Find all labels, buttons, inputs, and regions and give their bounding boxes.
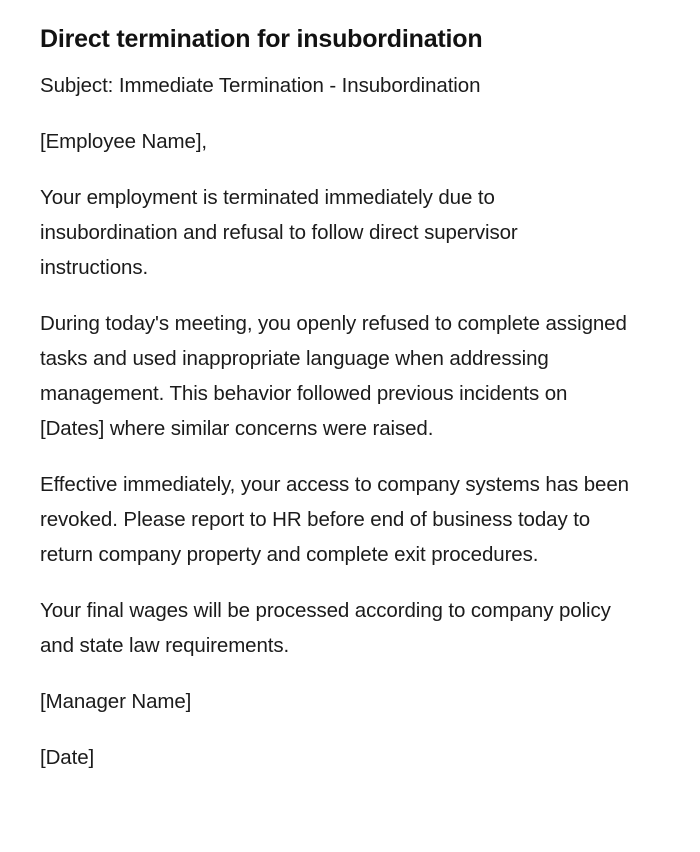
page-title: Direct termination for insubordination <box>40 25 483 53</box>
paragraph-access-revocation: Effective immediately, your access to company systems has been revoked. Please report to HR before end of business today to return company property and complete exit procedures. <box>40 473 629 566</box>
paragraph-salutation: [Employee Name], <box>40 130 208 153</box>
paragraph-subject-line: Subject: Immediate Termination - Insubordination <box>40 74 481 97</box>
paragraph-incident-details: During today's meeting, you openly refused to complete assigned tasks and used inappropriate language when addressing management. This behavior followed previous incidents on [Dates] where similar concerns were raised. <box>40 312 627 440</box>
signature-date: [Date] <box>40 746 95 769</box>
document-body <box>40 68 660 775</box>
paragraph-termination-statement: Your employment is terminated immediately due to insubordination and refusal to follow direct supervisor instructions. <box>40 186 518 279</box>
signature-manager-name: [Manager Name] <box>40 690 192 713</box>
paragraph-final-wages: Your final wages will be processed according to company policy and state law requirements. <box>40 599 611 657</box>
